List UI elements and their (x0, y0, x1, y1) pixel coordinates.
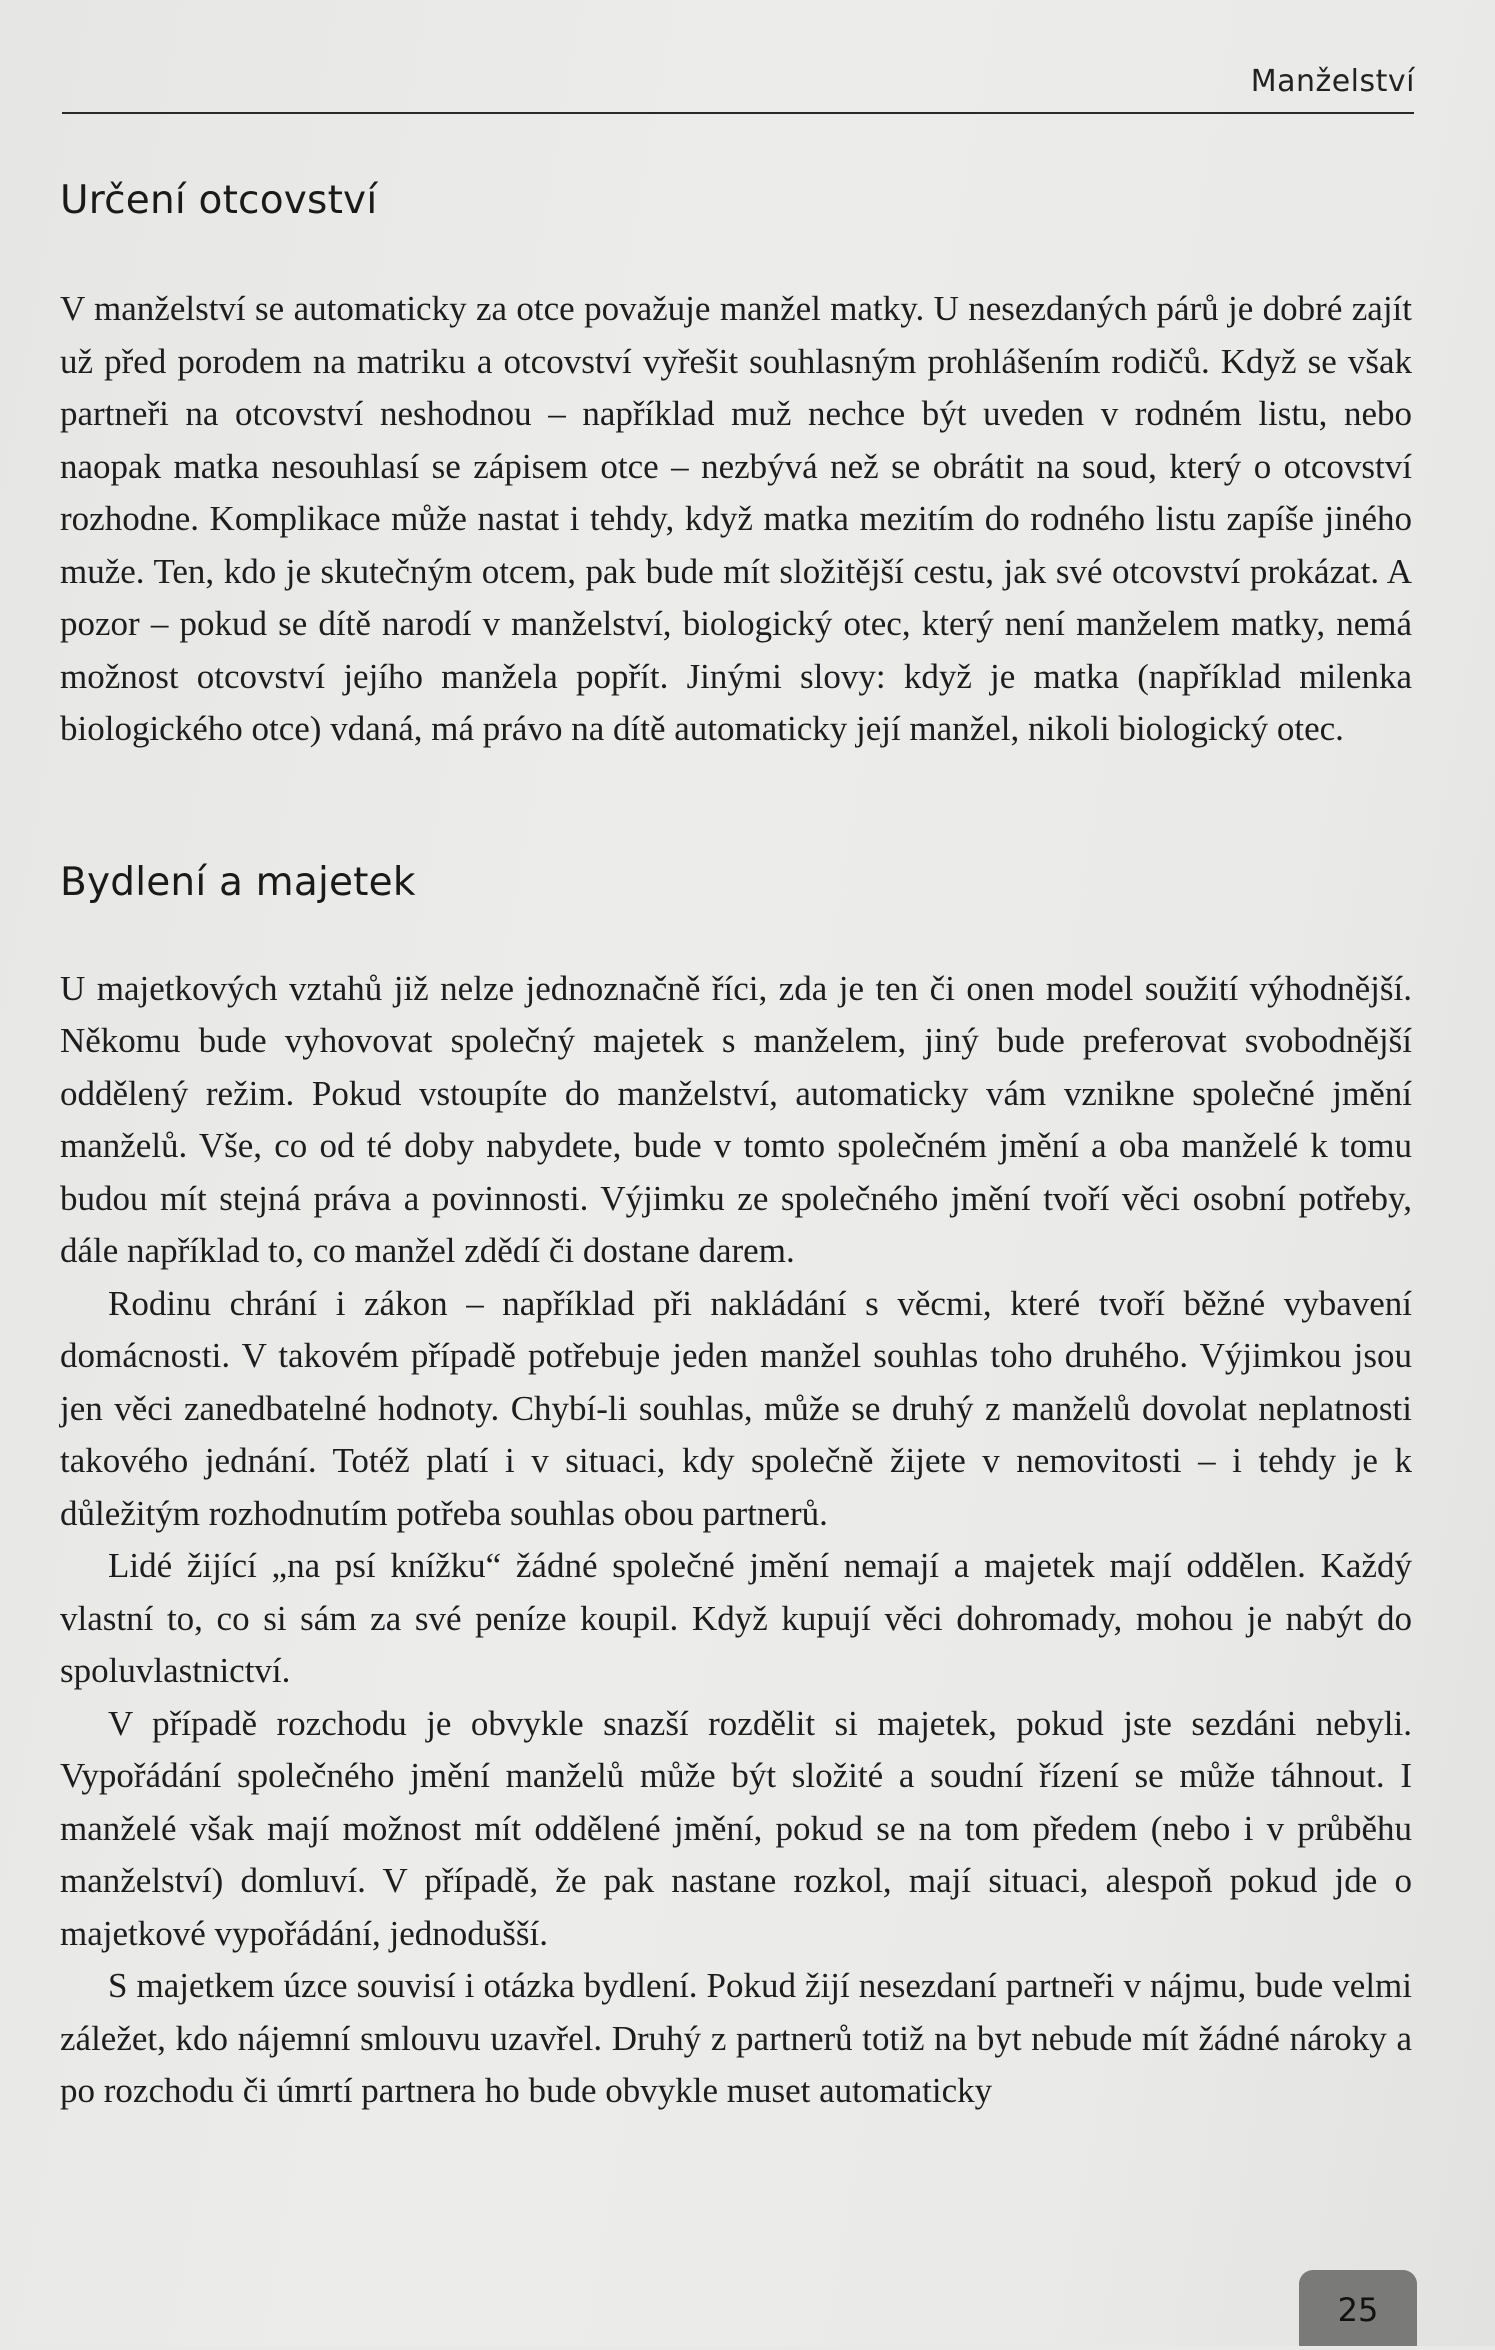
paragraph-property-3: Lidé žijící „na psí knížku“ žádné společné jmění nemají a majetek mají oddělen. Každý vlastní to, co si sám za své peníze koupil. Když kupují věci dohromady, mohou je nabýt do spoluvlastnictví. (60, 1546, 1412, 1690)
section-heading-housing-property: Bydlení a majetek (60, 859, 416, 905)
paragraph-property-2: Rodinu chrání i zákon – například při nakládání s věcmi, které tvoří běžné vybavení domácnosti. V takovém případě potřebuje jeden manžel souhlas toho druhého. Výjimkou jsou jen věci zanedbatelné hodnoty. Chybí-li souhlas, může se druhý z manželů dovolat neplatnosti takového jednání. Totéž platí i v situaci, kdy společně žijete v nemovitosti – i tehdy je k důležitým rozhodnutím potřeba souhlas obou partnerů. (60, 1283, 1412, 1533)
paragraph-property-4: V případě rozchodu je obvykle snazší rozdělit si majetek, pokud jste sezdáni nebyli. Vypořádání společného jmění manželů může být složité a soudní řízení se může táhnout. I manželé však mají možnost mít oddělené jmění, pokud se na tom předem (nebo i v průběhu manželství) domluví. V případě, že pak nastane rozkol, mají situaci, alespoň pokud jde o majetkové vypořádání, jednodušší. (60, 1703, 1412, 1953)
page-content (60, 178, 1412, 2118)
paragraph-property-5: S majetkem úzce souvisí i otázka bydlení. Pokud žijí nesezdaní partneři v nájmu, bude velmi záležet, kdo nájemní smlouvu uzavřel. Druhý z partnerů totiž na byt nebude mít žádné nároky a po rozchodu či úmrtí partnera ho bude obvykle muset automaticky (60, 1966, 1412, 2110)
page-number-tab: 25 (1299, 2270, 1417, 2346)
paragraph-property-1: U majetkových vztahů již nelze jednoznačně říci, zda je ten či onen model soužití výhodnější. Někomu bude vyhovovat společný majetek s manželem, jiný bude preferovat svobodnější oddělený režim. Pokud vstoupíte do manželství, automaticky vám vznikne společné jmění manželů. Vše, co od té doby nabydete, bude v tomto společném jmění a oba manželé k tomu budou mít stejná práva a povinnosti. Výjimku ze společného jmění tvoří věci osobní potřeby, dále například to, co manžel zdědí či dostane darem. (60, 968, 1412, 1270)
running-head: Manželství (1250, 64, 1415, 99)
header-rule (62, 112, 1414, 114)
paragraph-paternity: V manželství se automaticky za otce považuje manžel matky. U nesezdaných párů je dobré zajít už před porodem na matriku a otcovství vyřešit souhlasným prohlášením rodičů. Když se však partneři na otcovství neshodnou – například muž nechce být uveden v rodném listu, nebo naopak matka nesouhlasí se zápisem otce – nezbývá než se obrátit na soud, který o otcovství rozhodne. Komplikace může nastat i tehdy, když matka mezitím do rodného listu zapíše jiného muže. Ten, kdo je skutečným otcem, pak bude mít složitější cestu, jak své otcovství prokázat. A pozor – pokud se dítě narodí v manželství, biologický otec, který není manželem matky, nemá možnost otcovství jejího manžela popřít. Jinými slovy: když je matka (například milenka biologického otce) vdaná, má právo na dítě automaticky její manžel, nikoli biologický otec. (60, 289, 1412, 748)
section-heading-paternity: Určení otcovství (60, 178, 378, 223)
